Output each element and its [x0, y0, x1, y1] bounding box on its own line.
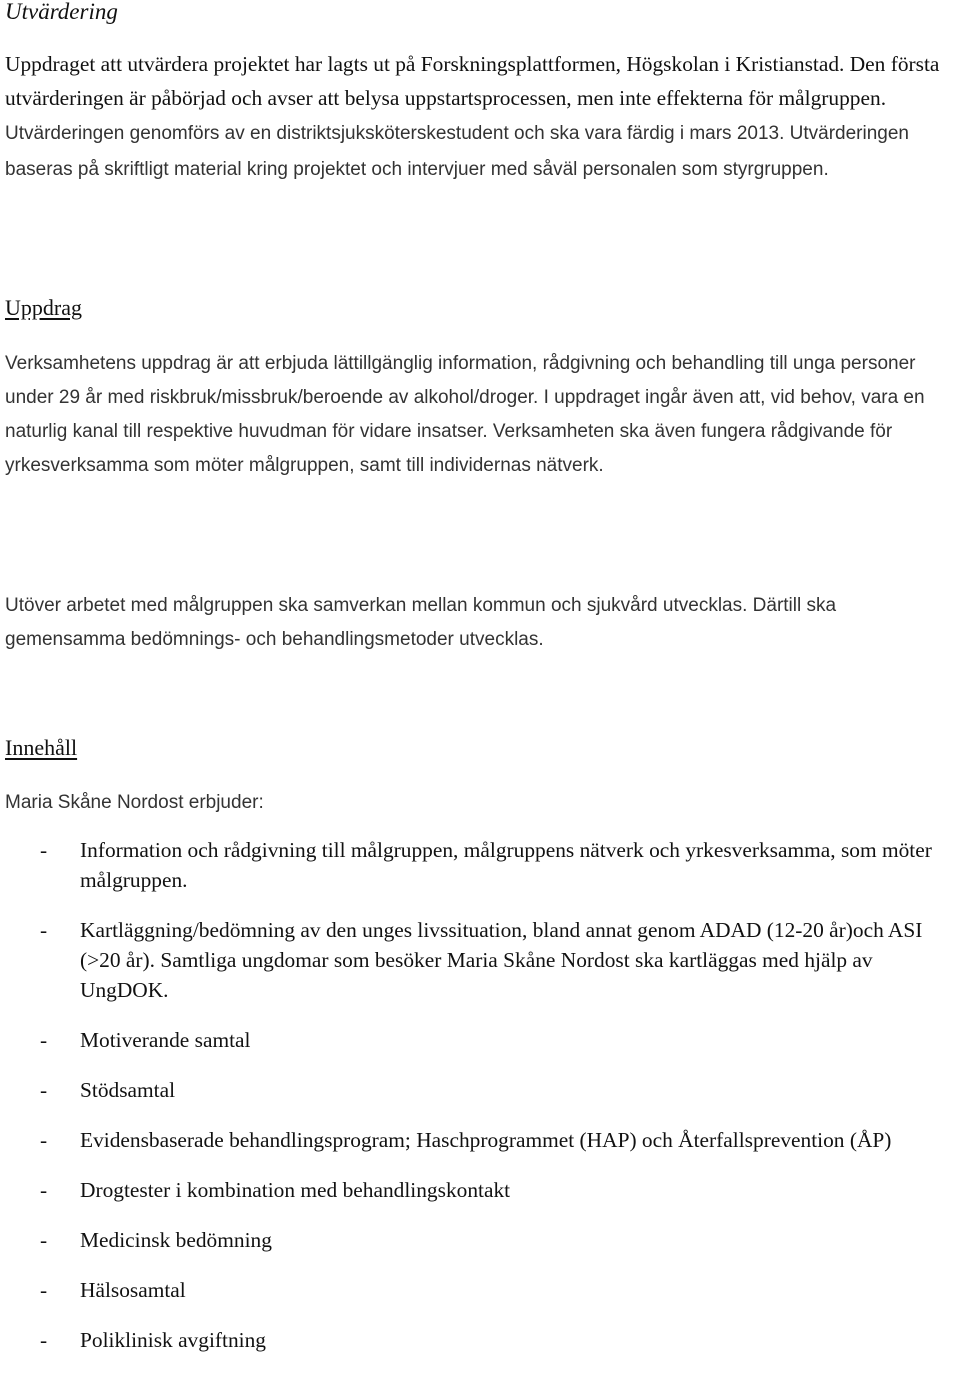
list-item: [5, 1025, 955, 1055]
list-item: [5, 835, 955, 895]
paragraph-uppdrag-2: Utöver arbetet med målgruppen ska samverkan mellan kommun och sjukvård utvecklas. Därtill ska gemensamma bedömnings- och behandlingsmetoder utvecklas.: [5, 595, 837, 650]
paragraph-innehall-intro: Maria Skåne Nordost erbjuder:: [5, 792, 264, 813]
list-item: [5, 1075, 955, 1105]
list-item: [5, 1275, 955, 1305]
list-bullet: -: [40, 1328, 48, 1352]
paragraph-utvardering-serif: Uppdraget att utvärdera projektet har lagts ut på Forskningsplattformen, Högskolan i Kristianstad. Den första utvärderingen är påbörjad och avser att belysa uppstartsprocessen, men inte effekterna för målgruppen.: [5, 52, 940, 110]
list-item-text: Medicinsk bedömning: [80, 1228, 272, 1252]
paragraph-utvardering: [5, 47, 955, 187]
list-bullet: -: [40, 1028, 48, 1052]
list-item-text: Evidensbaserade behandlingsprogram; Haschprogrammet (HAP) och Återfallsprevention (ÅP): [80, 1128, 892, 1152]
list-bullet: -: [40, 918, 48, 942]
list-item-text: Motiverande samtal: [80, 1028, 251, 1052]
list-item: [5, 1325, 955, 1355]
list-item: [5, 915, 955, 1005]
heading-uppdrag: Uppdrag: [5, 295, 82, 320]
heading-innehall: Innehåll: [5, 735, 78, 760]
list-bullet: -: [40, 1228, 48, 1252]
list-item: [5, 1175, 955, 1205]
heading-utvardering: Utvärdering: [5, 0, 118, 24]
list-bullet: -: [40, 1178, 48, 1202]
paragraph-utvardering-sans: Utvärderingen genomförs av en distriktsjuksköterskestudent och ska vara färdig i mars 2013. Utvärderingen baseras på skriftligt material kring projektet och intervjuer med såväl personalen som styrgruppen.: [5, 123, 909, 180]
list-item-text: Stödsamtal: [80, 1078, 176, 1102]
list-bullet: -: [40, 1128, 48, 1152]
list-item: [5, 1125, 955, 1155]
list-bullet: -: [40, 838, 48, 862]
offer-list: [5, 835, 955, 1375]
list-item: [5, 1225, 955, 1255]
list-item-text: Poliklinisk avgiftning: [80, 1328, 266, 1352]
list-bullet: -: [40, 1278, 48, 1302]
list-item-text: Information och rådgivning till målgruppen, målgruppens nätverk och yrkesverksamma, som möter målgruppen.: [80, 838, 932, 892]
list-bullet: -: [40, 1078, 48, 1102]
list-item-text: Kartläggning/bedömning av den unges livssituation, bland annat genom ADAD (12-20 år)och ASI (>20 år). Samtliga ungdomar som besöker Maria Skåne Nordost ska kartläggas med hjälp av UngDOK.: [80, 918, 923, 1002]
paragraph-uppdrag-1: Verksamhetens uppdrag är att erbjuda lättillgänglig information, rådgivning och behandling till unga personer under 29 år med riskbruk/missbruk/beroende av alkohol/droger. I uppdraget ingår även att, vid behov, vara en naturlig kanal till respektive huvudman för vidare insatser. Verksamheten ska även fungera rådgivande för yrkesverksamma som möter målgruppen, samt till individernas nätverk.: [5, 353, 925, 476]
list-item-text: Drogtester i kombination med behandlingskontakt: [80, 1178, 511, 1202]
list-item-text: Hälsosamtal: [80, 1278, 186, 1302]
